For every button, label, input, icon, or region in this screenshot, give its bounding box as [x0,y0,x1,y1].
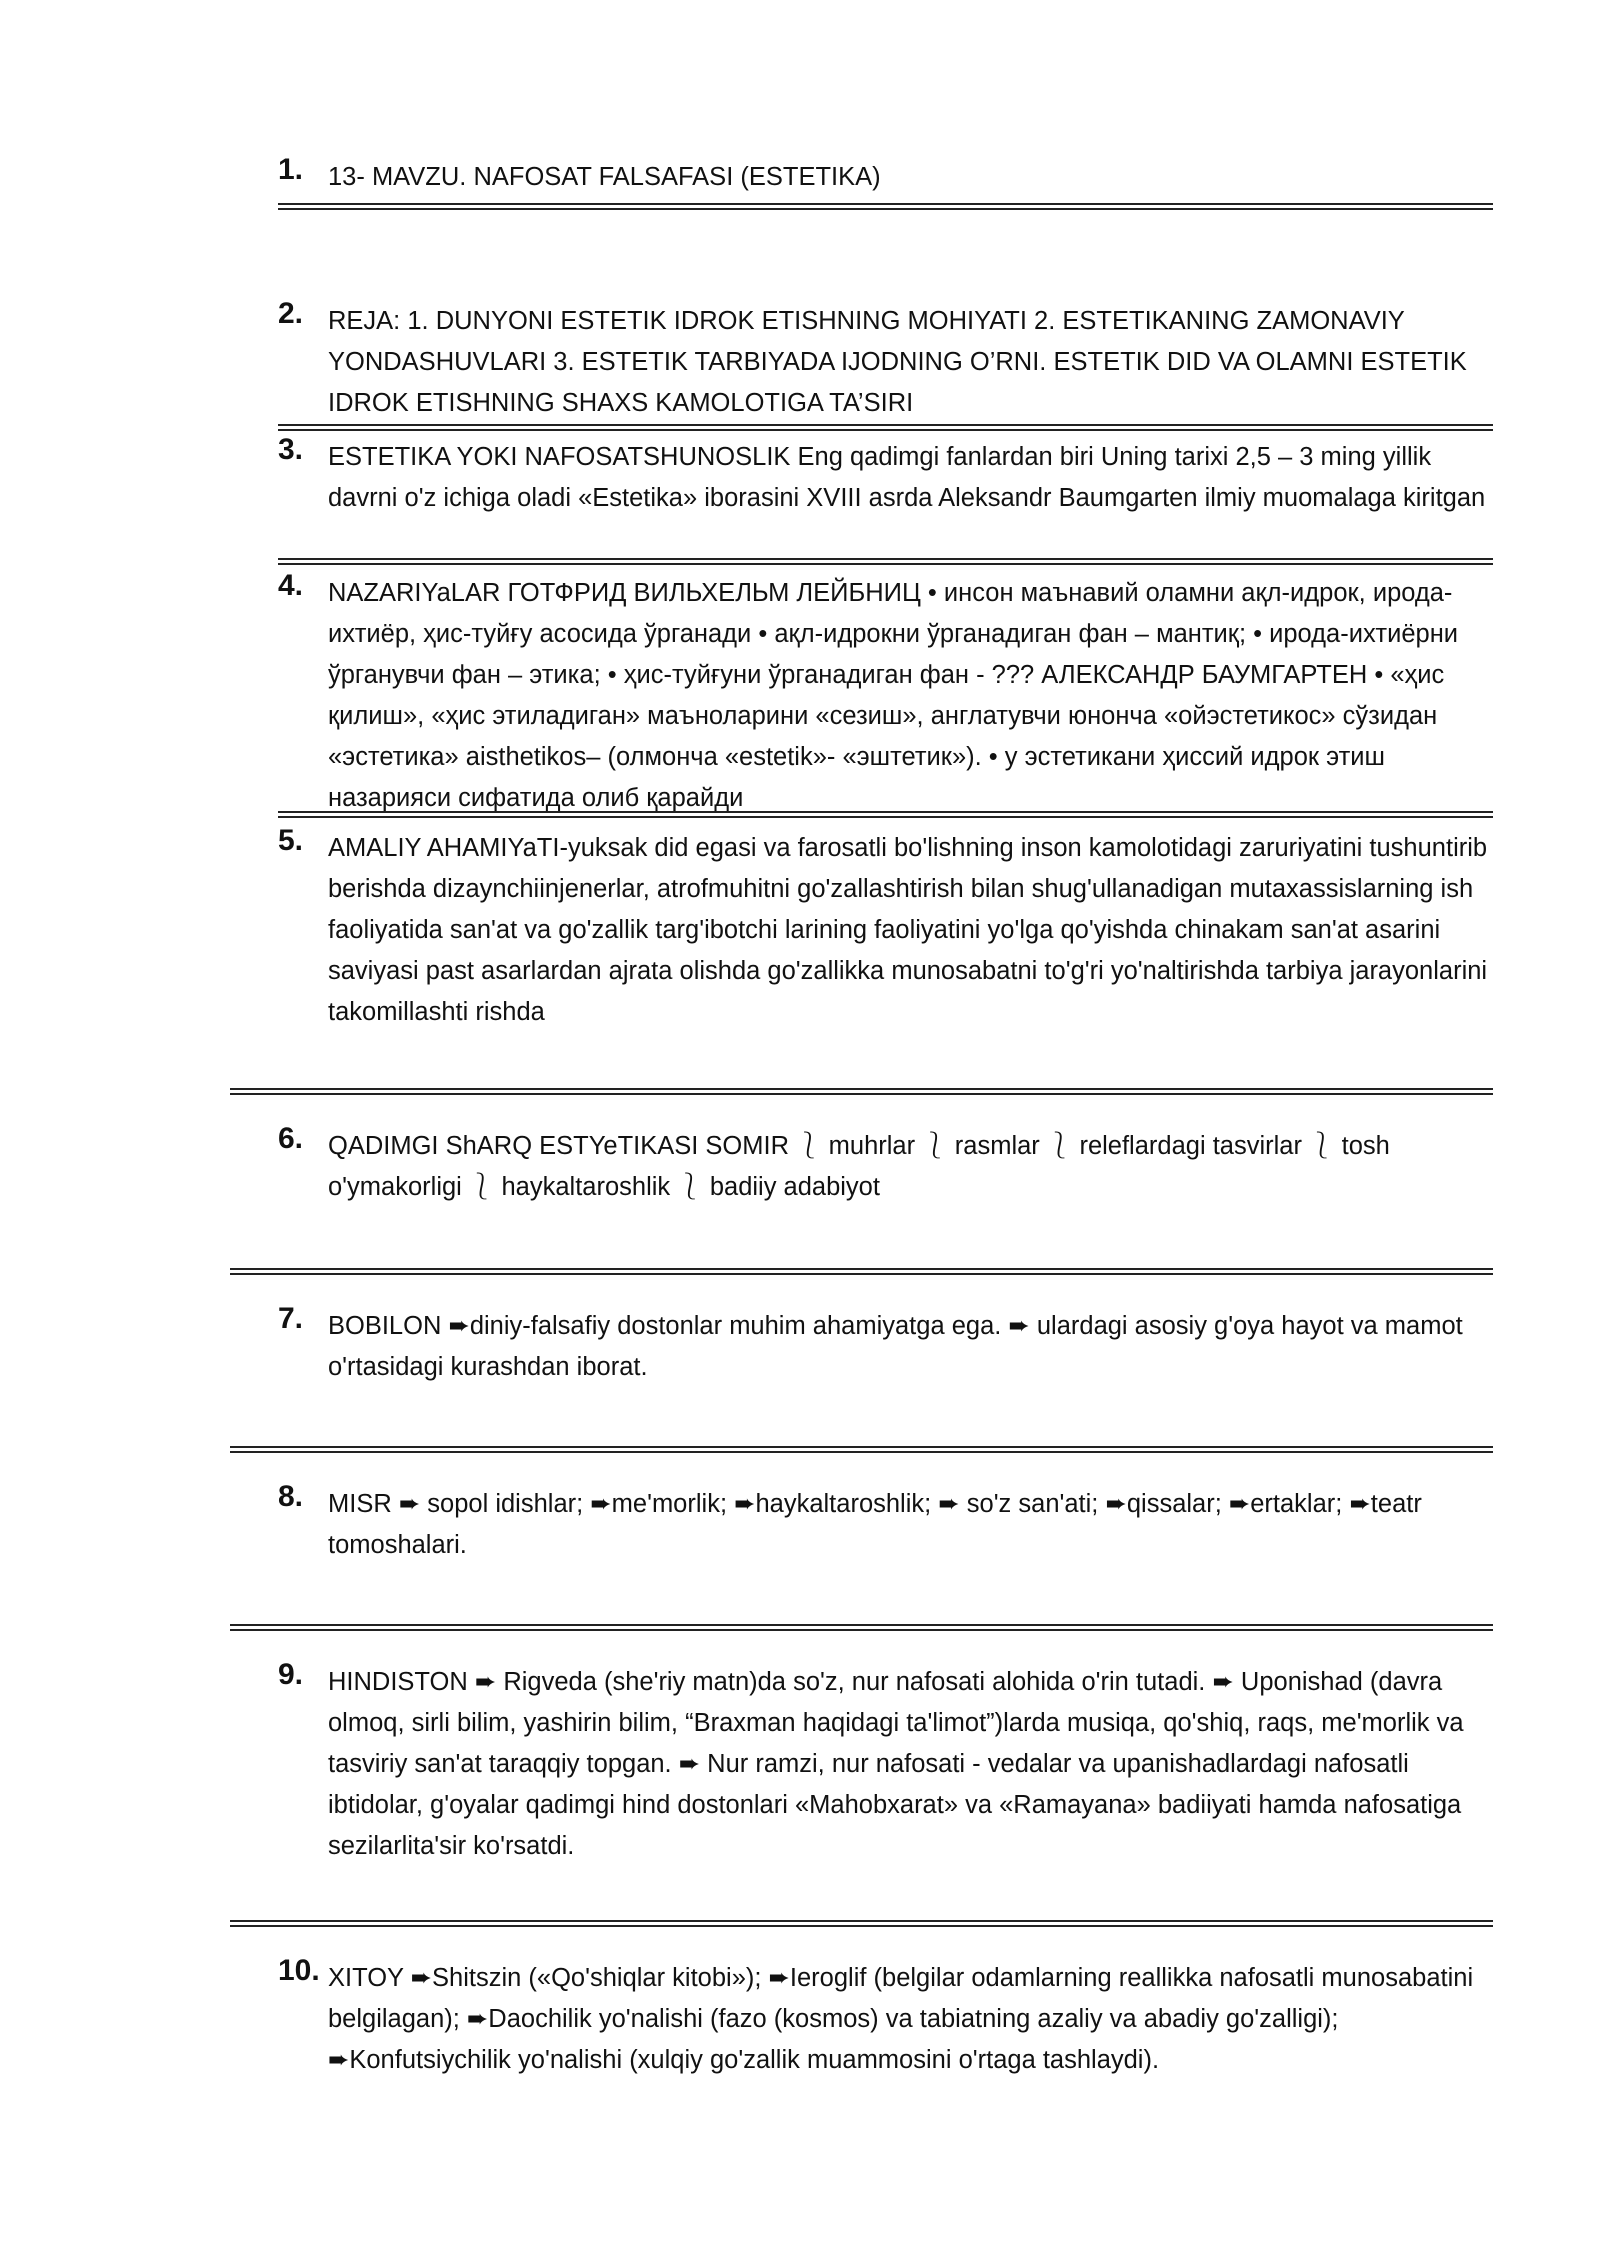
divider [230,1088,1493,1095]
divider [278,203,1493,210]
item-number: 1. [278,153,304,186]
list-item [278,1954,1493,2081]
item-text: MISR ➨ sopol idishlar; ➨me'morlik; ➨haykaltaroshlik; ➨ so'z san'ati; ➨qissalar; ➨ertaklar; ➨teatr tomoshalari. [328,1490,1422,1559]
item-number: 9. [278,1658,304,1691]
item-text: QADIMGI ShARQ ESTYeTIKASI SOMIR ⎱ muhrlar ⎱ rasmlar ⎱ releflardagi tasvirlar ⎱ tosh o'ymakorligi ⎱ haykaltaroshlik ⎱ badiiy adabiyot [328,1132,1390,1201]
item-text: 13- MAVZU. NAFOSAT FALSAFASI (ESTETIKA) [328,163,881,191]
item-text: ESTETIKA YOKI NAFOSATSHUNOSLIK Eng qadimgi fanlardan biri Uning tarixi 2,5 – 3 ming yillik davrni o'z ichiga oladi «Estetika» iborasini XVIII asrda Aleksandr Baumgarten ilmiy muomalaga kiritgan [328,443,1486,512]
divider [230,1920,1493,1927]
item-text: XITOY ➨Shitszin («Qo'shiqlar kitobi»); ➨Ieroglif (belgilar odamlarning reallikka nafosatli munosabatini belgilagan); ➨Daochilik yo'nalishi (fazo (kosmos) va tabiatning azaliy va abadiy go'zalligi); ➨Konfutsiychilik yo'nalishi (xulqiy go'zallik muammosini o'rtaga tashlaydi). [328,1964,1474,2074]
item-number: 2. [278,297,304,330]
list-item [278,153,1493,198]
item-number: 10. [278,1954,320,1987]
divider [230,1624,1493,1631]
divider [230,1446,1493,1453]
item-number: 6. [278,1122,304,1155]
item-text: REJA: 1. DUNYONI ESTETIK IDROK ETISHNING MOHIYATI 2. ESTETIKANING ZAMONAVIY YONDASHUVLARI 3. ESTETIK TARBIYADA IJODNING O’RNI. ESTETIK DID VA OLAMNI ESTETIK IDROK ETISHNING SHAXS KAMOLOTIGA TA’SIRI [328,307,1467,417]
item-number: 5. [278,824,304,857]
item-text: NAZARIYaLAR ГОТФРИД ВИЛЬХЕЛЬМ ЛЕЙБНИЦ • инсон маънавий оламни ақл-идрок, ирода-ихтиёр, ҳис-туйғу асосида ўрганади • ақл-идрокни ўрганадиган фан – мантиқ; • ирода-ихтиёрни ўрганувчи фан – этика; • ҳис-туйғуни ўрганадиган фан - ??? АЛЕКСАНДР БАУМГАРТЕН • «ҳис қилиш», «ҳис этиладиган» маъноларини «сезиш», англатувчи юнонча «ойэстетикос» сўзидан «эстетика» aisthetikos– (олмонча «estetik»- «эштетик»). • у эстетикани ҳиссий идрок этиш назарияси сифатида олиб қарайди [328,579,1459,812]
list-item [278,297,1493,424]
list-item [278,1480,1493,1566]
item-text: HINDISTON ➨ Rigveda (she'riy matn)da so'z, nur nafosati alohida o'rin tutadi. ➨ Uponishad (davra olmoq, sirli bilim, yashirin bilim, “Braxman haqidagi ta'limot”)larda musiqa, qo'shiq, raqs, me'morlik va tasviriy san'at taraqqiy topgan. ➨ Nur ramzi, nur nafosati - vedalar va upanishadlardagi nafosatli ibtidolar, g'oyalar qadimgi hind dostonlari «Mahobxarat» va «Ramayana» badiiyati hamda nafosatiga sezilarlita'sir ko'rsatdi. [328,1668,1464,1860]
list-item [278,1122,1493,1208]
divider [230,1268,1493,1275]
divider [278,424,1493,431]
item-number: 7. [278,1302,304,1335]
item-text: AMALIY AHAMIYaTI-yuksak did egasi va farosatli bo'lishning inson kamolotidagi zaruriyatini tushuntirib berishda dizaynchiinjenerlar, atrofmuhitni go'zallashtirish bilan shug'ullanadigan mutaxassislarning ish faoliyatida san'at va go'zallik targ'ibotchi larining faoliyatini yo'lga qo'yishda chinakam san'at asarini saviyasi past asarlardan ajrata olishda go'zallikka munosabatni to'g'ri yo'naltirishda tarbiya jarayonlarini takomillashti rishda [328,834,1488,1026]
list-item [278,433,1493,519]
list-item [278,824,1493,1033]
list-item [278,1658,1493,1867]
item-text: BOBILON ➨diniy-falsafiy dostonlar muhim ahamiyatga ega. ➨ ulardagi asosiy g'oya hayot va mamot o'rtasidagi kurashdan iborat. [328,1312,1463,1381]
list-item [278,1302,1493,1388]
item-number: 8. [278,1480,304,1513]
list-item [278,569,1493,819]
divider [278,558,1493,565]
divider [278,811,1493,818]
item-number: 4. [278,569,304,602]
item-number: 3. [278,433,304,466]
